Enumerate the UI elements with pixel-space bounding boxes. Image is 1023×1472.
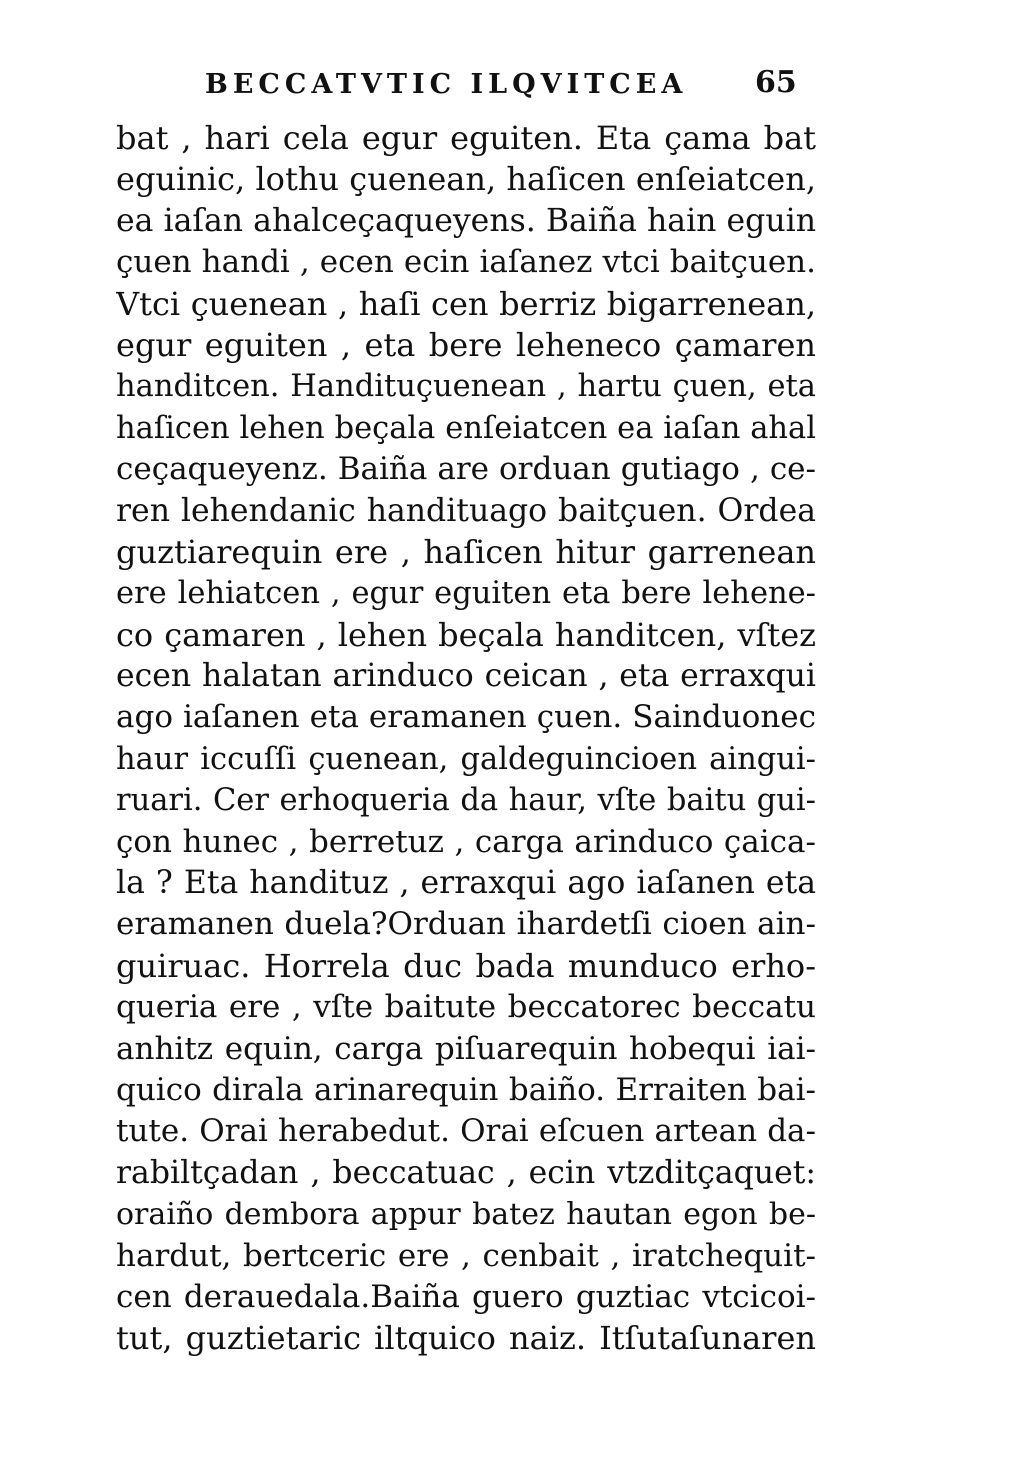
text-line: haur iccuſſi çuenean, galdeguincioen aingui- [116, 741, 816, 777]
text-line: anhitz equin, carga piſuarequin hobequi iai- [116, 1030, 816, 1067]
body-text [116, 118, 816, 1360]
text-line: ecen halatan arinduco ceican , eta erraxqui [116, 658, 816, 695]
text-line: haſicen lehen beçala enſeiatcen ea iaſan ahal [116, 410, 816, 446]
running-title: BECCATVTIC ILQVITCEA [205, 69, 688, 100]
text-line: tut, guztietaric iltquico naiz. Itſutaſunaren [116, 1319, 816, 1358]
text-line: hardut, bertceric ere , cenbait , iratchequit- [116, 1237, 816, 1274]
text-line: cen derauedala.Baiña guero guztiac vtcicoi- [116, 1278, 816, 1315]
text-line: ea iaſan ahalceçaqueyens. Baiña hain eguin [116, 202, 816, 239]
text-line: Vtci çuenean , haſi cen berriz bigarrenean, [116, 284, 816, 323]
text-line: guiruac. Horrela duc bada munduco erho- [116, 946, 816, 985]
text-line: tute. Orai herabedut. Orai eſcuen artean da- [116, 1113, 816, 1150]
text-line: ruari. Cer erhoqueria da haur, vſte baitu gui- [116, 783, 816, 819]
text-line: la ? Eta handituz , erraxqui ago iaſanen eta [116, 865, 816, 902]
text-line: eramanen duela?Orduan ihardetſi cioen ain- [116, 906, 816, 943]
text-line: queria ere , vſte baitute beccatorec beccatu [116, 989, 816, 1026]
text-line: quico dirala arinarequin baiño. Erraiten bai- [116, 1071, 816, 1108]
text-line: oraiño dembora appur batez hautan egon be- [116, 1197, 816, 1233]
text-line: rabiltçadan , beccatuac , ecin vtzditçaquet: [116, 1154, 816, 1191]
text-line: ceçaqueyenz. Baiña are orduan gutiago , ce- [116, 451, 816, 488]
text-line: co çamaren , lehen beçala handitcen, vſtez [116, 615, 816, 654]
text-line: guztiarequin ere , haſicen hitur garrenean [116, 532, 816, 571]
text-line: çuen handi , ecen ecin iaſanez vtci baitçuen. [116, 244, 816, 281]
text-line: ere lehiatcen , egur eguiten eta bere lehene- [116, 576, 816, 612]
page-number: 65 [755, 65, 797, 100]
text-line: ren lehendanic handituago baitçuen. Ordea [116, 492, 816, 529]
text-line: çon hunec , berretuz , carga arinduco çaica- [116, 823, 816, 860]
text-line: bat , hari cela egur eguiten. Eta çama bat [116, 119, 816, 157]
text-line: handitcen. Handituçuenean , hartu çuen, eta [116, 369, 816, 405]
text-line: ago iaſanen eta eramanen çuen. Sainduonec [116, 699, 816, 736]
text-line: eguinic, lothu çuenean, haſicen enſeiatcen, [116, 160, 816, 199]
text-line: egur eguiten , eta bere leheneco çamaren [116, 325, 816, 364]
